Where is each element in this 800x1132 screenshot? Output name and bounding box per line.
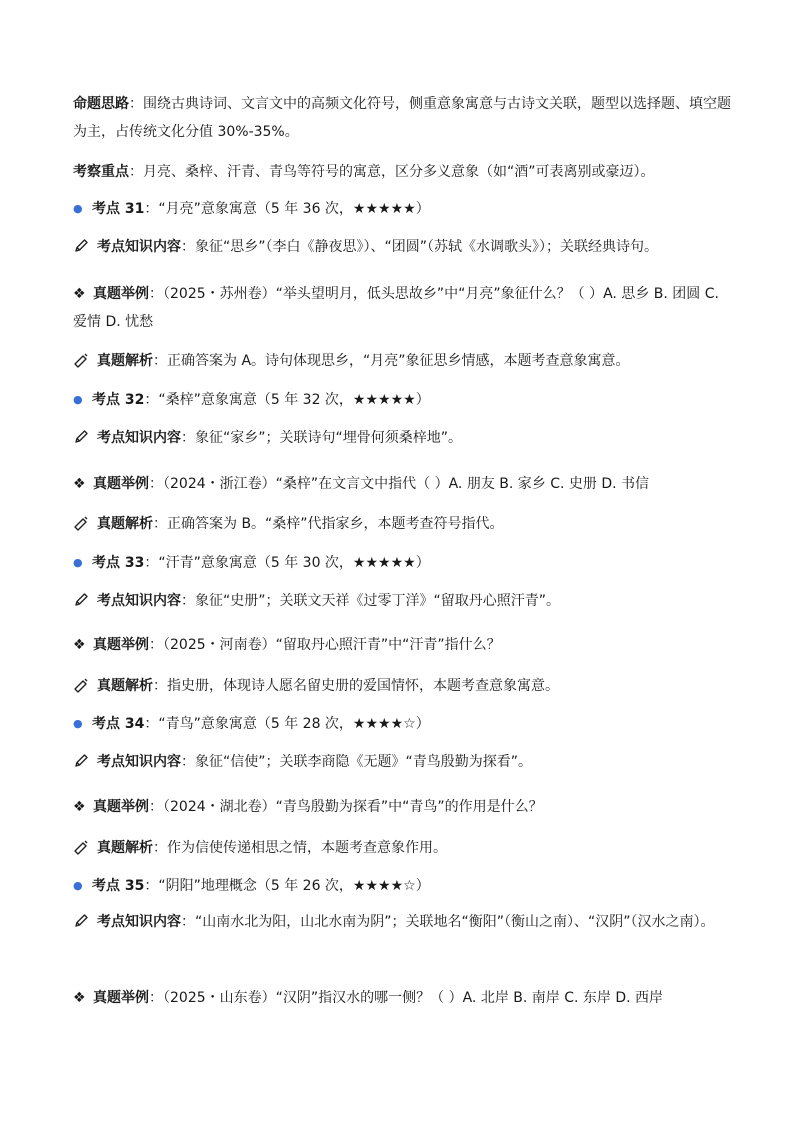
example-text: ：（2025・苏州卷）“举头望明月，低头思故乡”中“月亮”象征什么？（ ）A. 思乡 B. 团圆 C. 爱情 D. 忧愁 — [73, 286, 719, 330]
analysis-text: ：正确答案为 B。“桑梓”代指家乡，本题考查符号指代。 — [153, 516, 504, 532]
exam-point-label: 考点 33 — [92, 555, 145, 571]
knowledge-text: ：象征“家乡”；关联诗句“埋骨何须桑梓地”。 — [181, 430, 463, 446]
knowledge-label: 考点知识内容 — [97, 239, 181, 255]
bullet-dot-icon: ● — [73, 717, 83, 730]
knowledge-label: 考点知识内容 — [97, 593, 181, 609]
example-label: 真题举例 — [93, 990, 149, 1006]
exam-point-text: ：“青鸟”意象寓意（5 年 28 次，★★★★☆） — [144, 716, 430, 732]
exam-point-text: ：“阴阳”地理概念（5 年 26 次，★★★★☆） — [144, 878, 430, 894]
example-label: 真题举例 — [93, 637, 149, 653]
ruler-pencil-icon — [73, 515, 89, 531]
exam-point-32-knowledge — [73, 427, 738, 449]
diamond-bullet-icon: ❖ — [73, 476, 86, 492]
analysis-label: 真题解析 — [97, 353, 153, 369]
example-label: 真题举例 — [93, 476, 149, 492]
analysis-label: 真题解析 — [97, 840, 153, 856]
diamond-bullet-icon: ❖ — [73, 637, 86, 653]
pencil-icon — [73, 753, 89, 769]
exam-point-text: ：“月亮”意象寓意（5 年 36 次，★★★★★） — [144, 201, 430, 217]
exam-point-label: 考点 32 — [92, 392, 145, 408]
knowledge-text: ：“山南水北为阳，山北水南为阴”；关联地名“衡阳”（衡山之南）、“汉阴”（汉水之南）。 — [181, 914, 715, 930]
exam-point-33-heading — [73, 552, 738, 574]
analysis-label: 真题解析 — [97, 678, 153, 694]
exam-point-label: 考点 34 — [92, 716, 145, 732]
exam-point-34-analysis — [73, 837, 738, 859]
knowledge-text: ：象征“信使”；关联李商隐《无题》“青鸟殷勤为探看”。 — [181, 754, 533, 770]
pencil-icon — [73, 238, 89, 254]
exam-point-33-knowledge — [73, 590, 738, 612]
pencil-icon — [73, 592, 89, 608]
exam-point-34-example — [73, 796, 738, 818]
exam-point-31-heading — [73, 198, 738, 220]
proposition-idea — [73, 90, 733, 146]
exam-point-35-knowledge — [73, 908, 733, 936]
knowledge-text: ：象征“思乡”（李白《静夜思》）、“团圆”（苏轼《水调歌头》）；关联经典诗句。 — [181, 239, 659, 255]
analysis-text: ：正确答案为 A。诗句体现思乡，“月亮”象征思乡情感，本题考查意象寓意。 — [153, 353, 630, 369]
bullet-dot-icon: ● — [73, 393, 83, 406]
exam-point-35-example — [73, 987, 738, 1009]
exam-point-34-heading — [73, 713, 738, 735]
diamond-bullet-icon: ❖ — [73, 799, 86, 815]
exam-point-32-example — [73, 473, 738, 495]
exam-point-33-analysis — [73, 675, 738, 697]
ruler-pencil-icon — [73, 677, 89, 693]
example-text: ：（2025・河南卷）“留取丹心照汗青”中“汗青”指什么？ — [149, 637, 501, 653]
proposition-idea-label: 命题思路 — [73, 96, 129, 112]
exam-point-35-heading — [73, 875, 738, 897]
example-text: ：（2024・湖北卷）“青鸟殷勤为探看”中“青鸟”的作用是什么？ — [149, 799, 543, 815]
bullet-dot-icon: ● — [73, 556, 83, 569]
ruler-pencil-icon — [73, 839, 89, 855]
exam-point-33-example — [73, 634, 738, 656]
exam-point-label: 考点 35 — [92, 878, 145, 894]
bullet-dot-icon: ● — [73, 879, 83, 892]
analysis-text: ：作为信使传递相思之情，本题考查意象作用。 — [153, 840, 447, 856]
example-label: 真题举例 — [93, 286, 149, 302]
exam-point-31-example — [73, 280, 733, 336]
knowledge-label: 考点知识内容 — [97, 914, 181, 930]
exam-point-31-knowledge — [73, 236, 738, 258]
example-label: 真题举例 — [93, 799, 149, 815]
bullet-dot-icon: ● — [73, 202, 83, 215]
exam-point-text: ：“汗青”意象寓意（5 年 30 次，★★★★★） — [144, 555, 430, 571]
example-text: ：（2024・浙江卷）“桑梓”在文言文中指代（ ）A. 朋友 B. 家乡 C. 史册 D. 书信 — [149, 476, 650, 492]
exam-point-32-heading — [73, 389, 738, 411]
analysis-text: ：指史册，体现诗人愿名留史册的爱国情怀，本题考查意象寓意。 — [153, 678, 559, 694]
diamond-bullet-icon: ❖ — [73, 286, 86, 302]
knowledge-label: 考点知识内容 — [97, 430, 181, 446]
exam-point-label: 考点 31 — [92, 201, 145, 217]
example-text: ：（2025・山东卷）“汉阴”指汉水的哪一侧？（ ）A. 北岸 B. 南岸 C. 东岸 D. 西岸 — [149, 990, 664, 1006]
analysis-label: 真题解析 — [97, 516, 153, 532]
focus-point-label: 考察重点 — [73, 164, 129, 180]
focus-point — [73, 161, 738, 183]
knowledge-text: ：象征“史册”；关联文天祥《过零丁洋》“留取丹心照汗青”。 — [181, 593, 561, 609]
diamond-bullet-icon: ❖ — [73, 990, 86, 1006]
exam-point-31-analysis — [73, 350, 738, 372]
knowledge-label: 考点知识内容 — [97, 754, 181, 770]
pencil-icon — [73, 913, 89, 929]
ruler-pencil-icon — [73, 352, 89, 368]
pencil-icon — [73, 429, 89, 445]
focus-point-text: ：月亮、桑梓、汗青、青鸟等符号的寓意，区分多义意象（如“酒”可表离别或豪迈）。 — [129, 164, 655, 180]
exam-point-34-knowledge — [73, 751, 738, 773]
proposition-idea-text: ：围绕古典诗词、文言文中的高频文化符号，侧重意象寓意与古诗文关联，题型以选择题、填空题为主，占传统文化分值 30%-35%。 — [73, 96, 731, 140]
exam-point-text: ：“桑梓”意象寓意（5 年 32 次，★★★★★） — [144, 392, 430, 408]
exam-point-32-analysis — [73, 513, 738, 535]
